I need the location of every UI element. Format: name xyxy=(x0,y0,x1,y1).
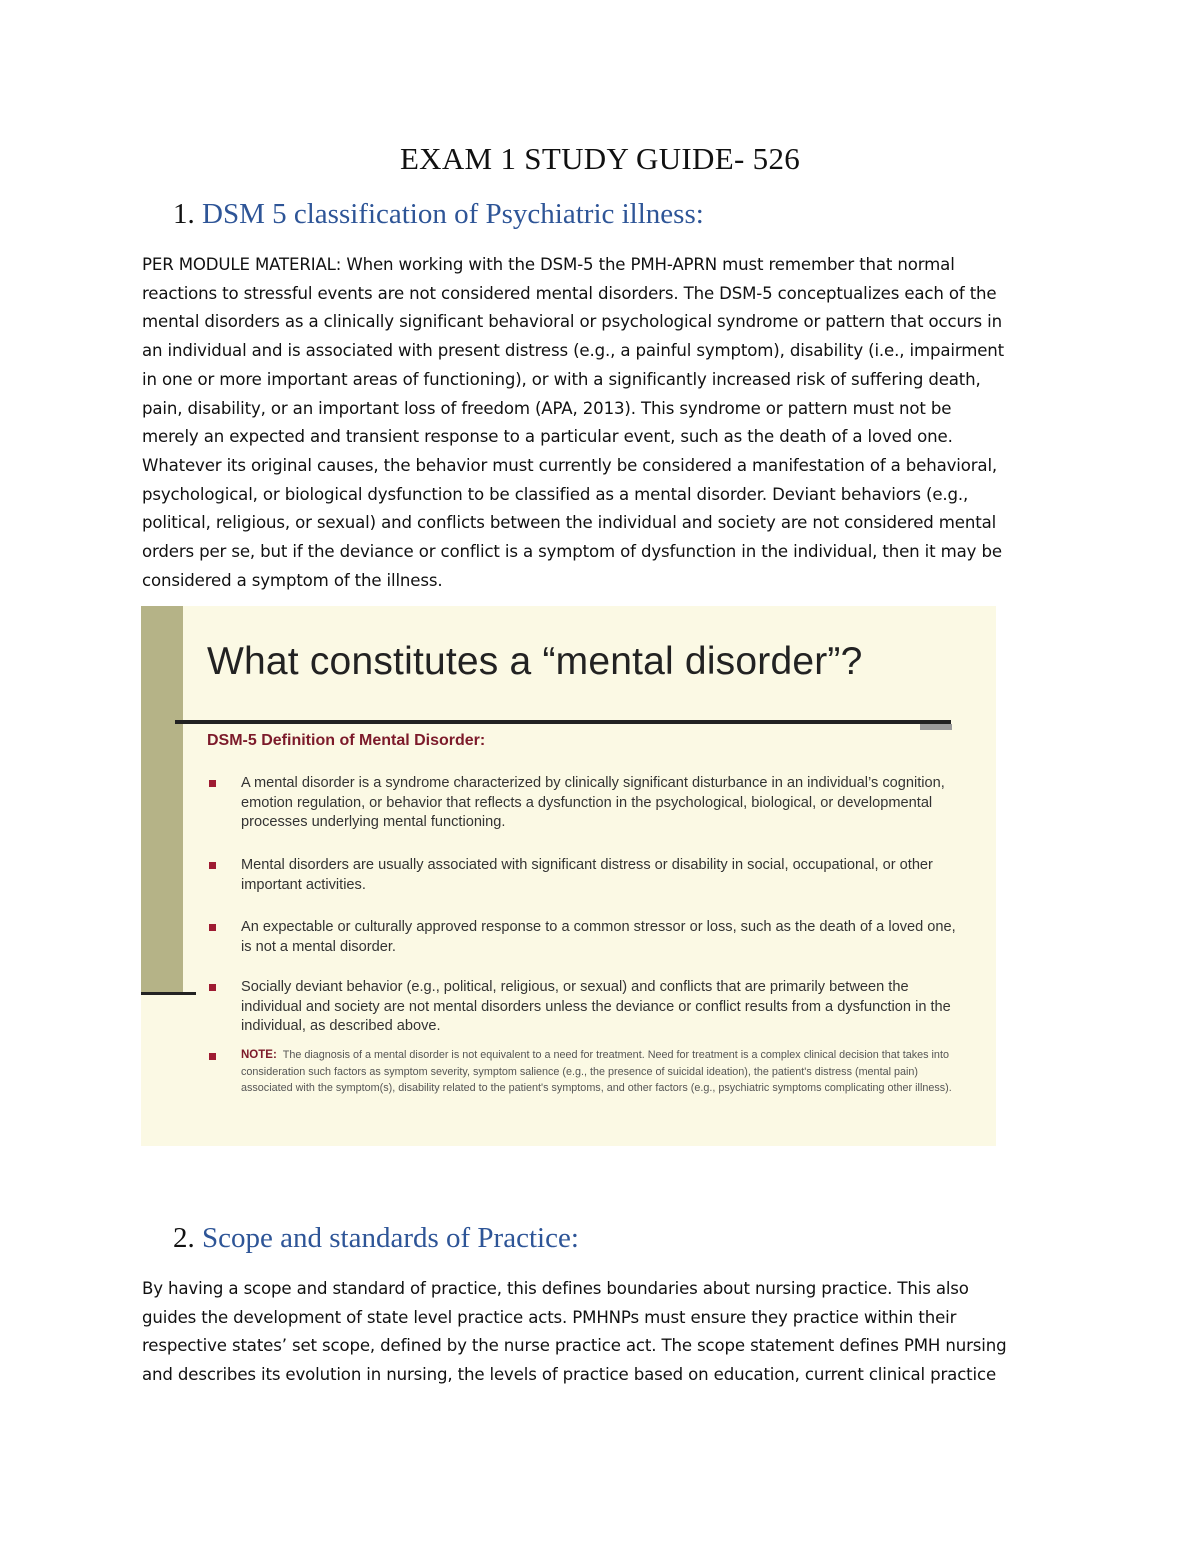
section-1-title: DSM 5 classification of Psychiatric illness: xyxy=(202,198,704,230)
paragraph-line: political, religious, or sexual) and conflicts between the individual and society are not considered mental xyxy=(142,513,997,533)
paragraph-line: merely an expected and transient response to a particular event, such as the death of a loved one. xyxy=(142,427,953,447)
bullet-square-icon xyxy=(209,924,216,931)
paragraph-line: mental disorders as a clinically significant behavioral or psychological syndrome or pattern that occurs in xyxy=(142,312,1002,332)
paragraph-line: By having a scope and standard of practice, this defines boundaries about nursing practice. This also xyxy=(142,1279,969,1298)
slide-bullet-text: A mental disorder is a syndrome characterized by clinically significant disturbance in an individual’s cognition, emotion regulation, or behavior that reflects a dysfunction in the psychological, biological, or developmental processes underlying mental functioning. xyxy=(241,775,945,830)
section-2-number: 2. xyxy=(173,1222,195,1254)
slide-title-rule-accent xyxy=(920,724,952,730)
paragraph-line: an individual and is associated with present distress (e.g., a painful symptom), disability (i.e., impairment xyxy=(142,341,1005,361)
section-1-heading xyxy=(173,198,704,231)
slide-bullet-text: Mental disorders are usually associated with significant distress or disability in social, occupational, or other important activities. xyxy=(241,857,933,893)
slide-left-bar xyxy=(141,606,183,995)
section-2-heading xyxy=(173,1222,579,1255)
slide-subtitle: DSM-5 Definition of Mental Disorder: xyxy=(207,732,486,749)
slide-note-text: The diagnosis of a mental disorder is not equivalent to a need for treatment. Need for treatment is a complex clinical decision that takes into consideration such factors as symptom severity, symptom salience (e.g., the presence of suicidal ideation), the patient's distress (mental pain) associated with the symptom(s), disability related to the patient's symptoms, and other factors (e.g., psychiatric symptoms complicating other illness). xyxy=(241,1049,952,1094)
bullet-square-icon xyxy=(209,1053,216,1060)
paragraph-line: and describes its evolution in nursing, the levels of practice based on education, current clinical practice xyxy=(142,1365,997,1385)
paragraph-line: pain, disability, or an important loss of freedom (APA, 2013). This syndrome or pattern must not be xyxy=(142,398,952,418)
bullet-square-icon xyxy=(209,984,216,991)
section-1-paragraph xyxy=(142,251,1072,595)
section-1-number: 1. xyxy=(173,198,195,230)
bullet-square-icon xyxy=(209,862,216,869)
section-2-title: Scope and standards of Practice: xyxy=(202,1222,579,1254)
slide-bar-rule xyxy=(141,992,196,995)
section-2-paragraph xyxy=(142,1275,1072,1390)
paragraph-line: guides the development of state level practice acts. PMHNPs must ensure they practice within their xyxy=(142,1307,957,1327)
slide-title: What constitutes a “mental disorder”? xyxy=(207,640,863,683)
paragraph-line: psychological, or biological dysfunction to be classified as a mental disorder. Deviant behaviors (e.g., xyxy=(142,484,969,504)
paragraph-line: respective states’ set scope, defined by the nurse practice act. The scope statement defines PMH nursing xyxy=(142,1336,1007,1356)
slide-title-rule xyxy=(175,720,951,724)
slide-image xyxy=(141,606,996,1146)
paragraph-line: in one or more important areas of functioning), or with a significantly increased risk of suffering death, xyxy=(142,369,981,389)
paragraph-line: considered a symptom of the illness. xyxy=(142,570,443,590)
slide-note-label: NOTE: xyxy=(241,1049,277,1061)
paragraph-line: reactions to stressful events are not considered mental disorders. The DSM-5 conceptualizes each of the xyxy=(142,283,997,303)
document-title: EXAM 1 STUDY GUIDE- 526 xyxy=(399,141,801,176)
bullet-square-icon xyxy=(209,780,216,787)
slide-bullet-text: Socially deviant behavior (e.g., political, religious, or sexual) and conflicts that are primarily between the individual and society are not mental disorders unless the deviance or conflict results from a dysfunction in the individual, as described above. xyxy=(241,979,951,1034)
paragraph-line: PER MODULE MATERIAL: When working with the DSM-5 the PMH-APRN must remember that normal xyxy=(142,255,955,274)
slide-bullet-text: An expectable or culturally approved response to a common stressor or loss, such as the death of a loved one, is not a mental disorder. xyxy=(241,919,956,955)
paragraph-line: orders per se, but if the deviance or conflict is a symptom of dysfunction in the individual, then it may be xyxy=(142,542,1002,562)
paragraph-line: Whatever its original causes, the behavior must currently be considered a manifestation of a behavioral, xyxy=(142,455,998,475)
slide-note-body xyxy=(241,1047,961,1097)
